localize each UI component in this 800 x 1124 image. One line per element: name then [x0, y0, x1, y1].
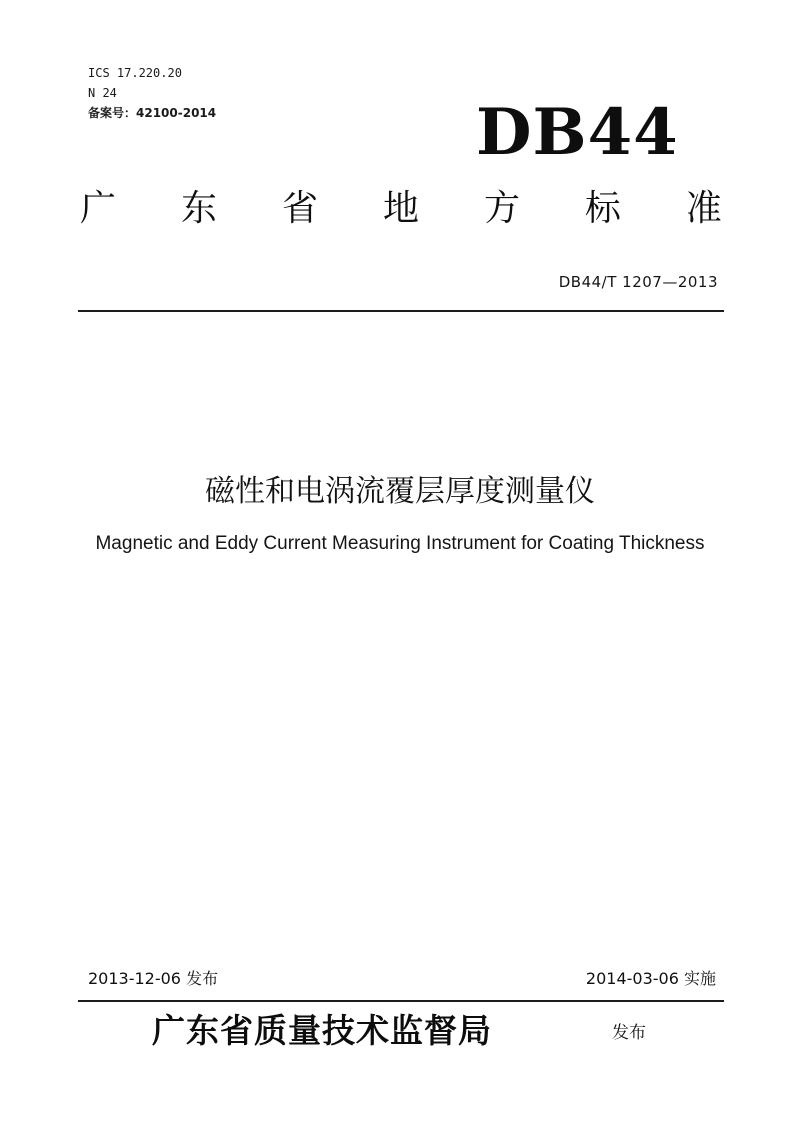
- bottom-divider: [78, 1000, 724, 1002]
- filing-number: 备案号：42100-2014: [88, 106, 217, 120]
- standard-type-char: 东: [180, 188, 217, 229]
- release-date: 2013-12-06 发布: [88, 969, 219, 988]
- standard-type-char: 方: [483, 188, 520, 229]
- ics-code: ICS 17.220.20: [88, 66, 182, 80]
- standard-number: DB44/T 1207—2013: [558, 273, 718, 291]
- issue-label: 发布: [612, 1023, 646, 1043]
- title-english: Magnetic and Eddy Current Measuring Instrument for Coating Thickness: [95, 533, 705, 554]
- standard-type-char: 准: [685, 188, 722, 229]
- title-chinese: 磁性和电涡流覆层厚度测量仪: [205, 474, 595, 509]
- standard-type-char: 广: [80, 188, 117, 229]
- standard-type-char: 地: [382, 188, 419, 229]
- issuing-authority: 广东省质量技术监督局: [152, 1011, 492, 1050]
- standard-type-char: 标: [584, 188, 621, 229]
- db-logo: DB44: [476, 95, 679, 170]
- standard-type-char: 省: [281, 188, 318, 229]
- top-divider: [78, 310, 724, 312]
- implementation-date: 2014-03-06 实施: [585, 969, 716, 988]
- ccs-code: N 24: [88, 86, 117, 100]
- standard-type-heading: [80, 186, 722, 232]
